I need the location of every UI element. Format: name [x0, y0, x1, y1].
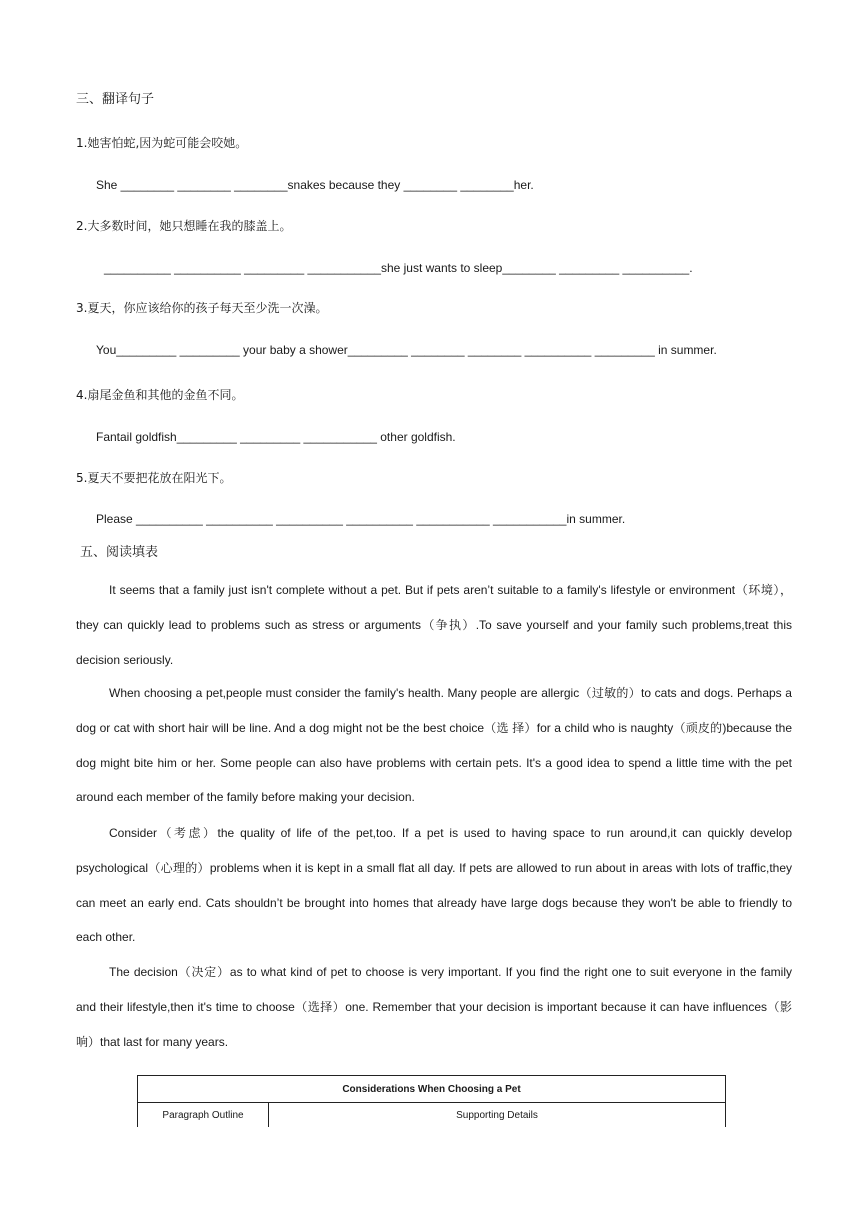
translation-prompt-1: 1.她害怕蛇,因为蛇可能会咬她。	[76, 136, 248, 150]
translation-prompt-3: 3.夏天，你应该给你的孩子每天至少洗一次澡。	[76, 301, 328, 315]
paragraph-1-text: It seems that a family just isn't complete without a pet. But if pets aren’t suitable to a family's lifestyle or environment（环境）， they can quickly lead to problems such as stress or arguments（争执）.To save yourself and your family such problems,treat this decision seriously.	[76, 583, 792, 667]
translation-answer-5: Please __________ __________ __________ __________ ___________ ___________in summer.	[96, 512, 626, 526]
reading-paragraph-2	[76, 676, 792, 815]
reading-paragraph-3	[76, 816, 792, 955]
translation-prompt-4: 4.扇尾金鱼和其他的金鱼不同。	[76, 388, 244, 402]
reading-paragraph-1	[76, 573, 792, 677]
paragraph-3-text: Consider（考虑）the quality of life of the pet,too. If a pet is used to having space to run around,it can quickly develop psychological（心理的）problems when it is kept in a small flat all day. If pets are allowed to run about in areas with lots of traffic,they can meet an early end. Cats shouldn’t be brought into homes that already have large dogs because they won't be able to friendly to each other.	[76, 826, 792, 945]
section-5-heading: 五、阅读填表	[80, 545, 159, 560]
translation-answer-1: She ________ ________ ________snakes because they ________ ________her.	[96, 178, 534, 192]
table-title: Considerations When Choosing a Pet	[138, 1076, 726, 1103]
translation-prompt-2: 2.大多数时间，她只想睡在我的膝盖上。	[76, 219, 292, 233]
translation-answer-4: Fantail goldfish_________ _________ ___________ other goldfish.	[96, 430, 456, 444]
translation-answer-2: __________ __________ _________ ___________she just wants to sleep________ _________ __________.	[104, 261, 693, 275]
table-header-supporting-details: Supporting Details	[269, 1103, 726, 1128]
pet-considerations-table	[137, 1075, 726, 1127]
reading-paragraph-4	[76, 955, 792, 1059]
paragraph-4-text: The decision（决定）as to what kind of pet to choose is very important. If you find the right one to suit everyone in the family and their lifestyle,then it's time to choose（选择）one. Remember that your decision is important because it can have influences（影响）that last for many years.	[76, 965, 792, 1049]
translation-answer-3: You_________ _________ your baby a shower_________ ________ ________ __________ _________ in summer.	[96, 343, 717, 357]
paragraph-2-text: When choosing a pet,people must consider the family's health. Many people are allergic（过敏的）to cats and dogs. Perhaps a dog or cat with short hair will be line. And a dog might not be the best choice（选 择）for a child who is naughty（顽皮的)because the dog might bite him or her. Some people can also have problems with certain pets. It's a good idea to spend a little time with the pet around each member of the family before making your decision.	[76, 686, 792, 805]
table-header-paragraph-outline: Paragraph Outline	[138, 1103, 269, 1128]
section-3-heading: 三、翻译句子	[76, 92, 155, 107]
translation-prompt-5: 5.夏天不要把花放在阳光下。	[76, 471, 232, 485]
